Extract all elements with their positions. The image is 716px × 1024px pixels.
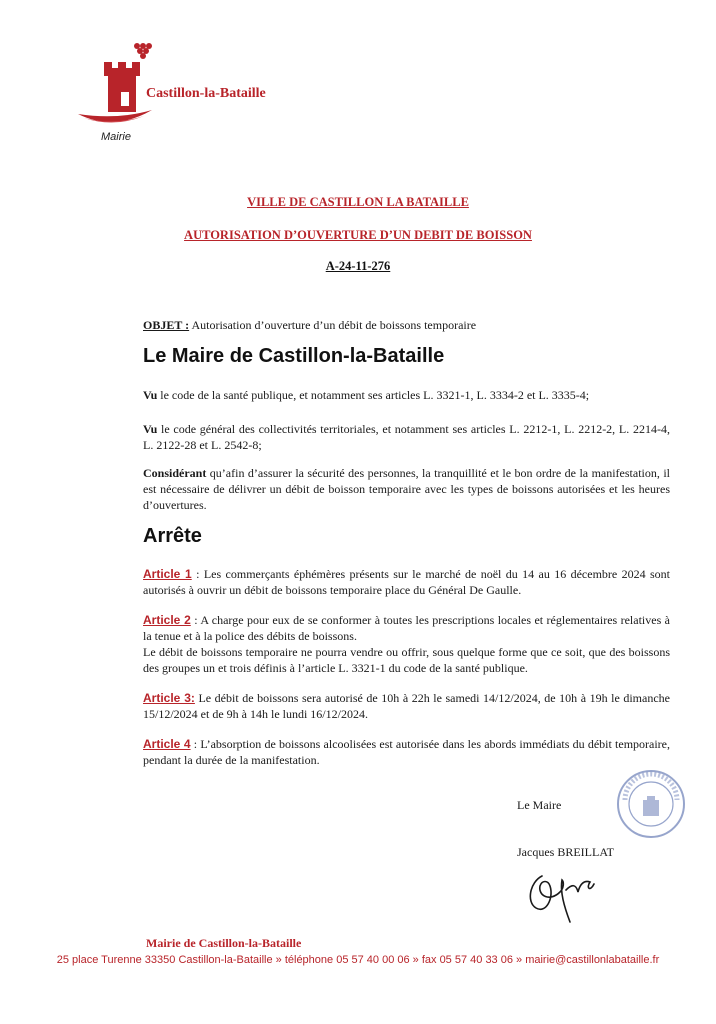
article-4: [143, 736, 670, 768]
article-separator: :: [190, 613, 201, 627]
article-3: [143, 690, 670, 722]
signer-role: Le Maire: [517, 798, 562, 812]
arrete-title: Arrête: [143, 525, 202, 547]
considerant-paragraph: [143, 465, 670, 513]
vu-label: Vu: [143, 422, 158, 436]
article-text-continued: Le débit de boissons temporaire ne pourra vendre ou offrir, sous quelque forme que ce soit, que des boissons des groupes un et trois définis à l’article L. 3321-1 du code de la santé publique.: [143, 645, 670, 675]
objet-label: OBJET :: [143, 318, 190, 332]
considerant-text: qu’afin d’assurer la sécurité des personnes, la tranquillité et le bon ordre de la manifestation, il est nécessaire de délivrer un débit de boisson temporaire avec les types de boissons autorisées et les heures d’ouvertures.: [143, 466, 670, 512]
vu-text: le code de la santé publique, et notamment ses articles L. 3321-1, L. 3334-2 et L. 3335-4;: [157, 388, 590, 402]
considerant-label: Considérant: [143, 466, 207, 480]
article-text: Le débit de boissons sera autorisé de 10h à 22h le samedi 14/12/2024, de 10h à 19h le dimanche 15/12/2024 et de 9h à 14h le lundi 16/12/2024.: [143, 691, 670, 721]
footer-contact: 25 place Turenne 33350 Castillon-la-Bataille » téléphone 05 57 40 00 06 » fax 05 57 40 33 06 » mairie@castillonlabataille.fr: [56, 954, 660, 966]
article-1: [143, 566, 670, 598]
article-label: Article 1: [143, 567, 192, 581]
article-text: Les commerçants éphémères présents sur le marché de noël du 14 au 16 décembre 2024 sont autorisés à ouvrir un débit de boissons temporaire place du Général De Gaulle.: [143, 567, 670, 597]
article-separator: :: [191, 567, 204, 581]
maire-title: Le Maire de Castillon-la-Bataille: [143, 345, 445, 367]
vu-paragraph-1: [143, 387, 670, 403]
article-2: [143, 612, 670, 676]
objet-text: Autorisation d’ouverture d’un débit de boissons temporaire: [189, 318, 477, 332]
reference-number: A-24-11-276: [325, 259, 391, 273]
vu-label: Vu: [143, 388, 158, 402]
article-label: Article 2: [143, 613, 191, 627]
brand-name: Castillon-la-Bataille: [146, 86, 266, 101]
signer-name: Jacques BREILLAT: [517, 845, 614, 859]
vu-text: le code général des collectivités territoriales, et notamment ses articles L. 2212-1, L. 2212-2, L. 2214-4, L. 2122-28 et L. 2542-8;: [143, 422, 670, 452]
article-text: A charge pour eux de se conformer à toutes les prescriptions locales et réglementaires relatives à la tenue et à la police des débits de boissons.: [143, 613, 671, 643]
article-label: Article 4: [143, 737, 191, 751]
footer-title: Mairie de Castillon-la-Bataille: [146, 936, 302, 950]
official-stamp-icon: [615, 768, 687, 840]
objet-line: [143, 318, 476, 333]
city-heading: VILLE DE CASTILLON LA BATAILLE: [247, 195, 469, 209]
article-text: L’absorption de boissons alcoolisées est autorisée dans les abords immédiats du débit temporaire, pendant la durée de la manifestation.: [143, 737, 671, 767]
vu-paragraph-2: [143, 421, 670, 453]
document-title: AUTORISATION D’OUVERTURE D’UN DEBIT DE BOISSON: [184, 228, 532, 242]
logo-subtitle: Mairie: [101, 131, 131, 143]
handwritten-signature: [520, 862, 610, 932]
article-separator: :: [190, 737, 201, 751]
article-label: Article 3:: [143, 691, 195, 705]
town-logo: [74, 40, 314, 150]
castle-logo-icon: [74, 40, 154, 130]
